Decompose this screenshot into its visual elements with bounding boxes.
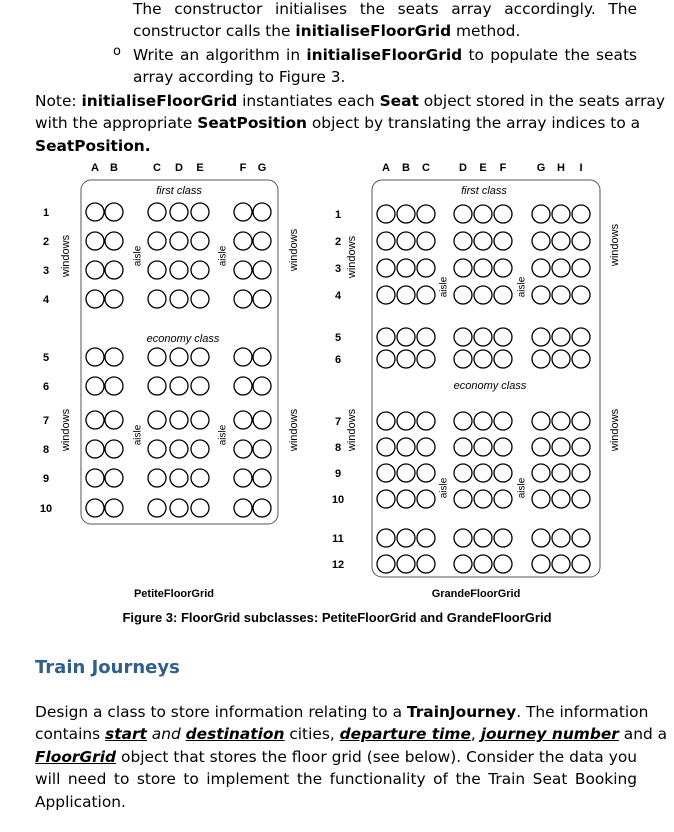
seat-grande-12D [454,555,472,573]
seat-petite-2B [105,232,123,250]
seat-grande-8D [454,438,472,456]
seat-grande-7C [417,412,435,430]
grande-column-D: D [459,162,467,174]
petite-aisle-label-right-first: aisle [217,245,229,267]
seat-grande-2B [397,232,415,250]
petite-row-4: 4 [42,294,50,306]
seat-petite-7C [148,411,166,429]
seat-grande-4C [417,286,435,304]
seat-grande-12G [532,555,550,573]
seat-petite-7G [253,411,271,429]
intro-text-end: method. [451,22,521,41]
seat-grande-8F [494,438,512,456]
seat-grande-8I [572,438,590,456]
petite-row-8: 8 [42,444,50,456]
grande-column-B: B [402,162,410,174]
petite-row-10: 10 [39,503,53,515]
seat-grande-12A [377,555,395,573]
seat-petite-1C [148,203,166,221]
seat-grande-2G [532,232,550,250]
seat-grande-4B [397,286,415,304]
seat-grande-1F [494,205,512,223]
design-line-1: Design a class to store information relating to a TrainJourney. The information [35,703,649,721]
design-paragraph [35,701,668,813]
seat-petite-6E [191,377,209,395]
seat-petite-6C [148,377,166,395]
seat-grande-11B [397,529,415,547]
seat-grande-1C [417,205,435,223]
seat-grande-3F [494,259,512,277]
petite-carriage-outline [81,180,278,524]
grande-first-class-label: first class [461,185,507,197]
seat-petite-5C [148,348,166,366]
seat-grande-4G [532,286,550,304]
seat-petite-9D [170,469,188,487]
seat-petite-6A [86,377,104,395]
seat-grande-9B [397,464,415,482]
seat-grande-2C [417,232,435,250]
seat-petite-3G [253,261,271,279]
seat-petite-1D [170,203,188,221]
seat-grande-7I [572,412,590,430]
grande-aisle-label-right-economy: aisle [516,477,528,499]
grande-column-G: G [536,162,546,174]
seat-grande-7E [474,412,492,430]
seat-petite-5D [170,348,188,366]
petite-row-3: 3 [42,265,50,277]
seat-grande-1D [454,205,472,223]
seat-grande-5I [572,328,590,346]
bullet-text: Write an algorithm in [133,46,307,64]
seat-petite-2G [253,232,271,250]
seat-petite-5G [253,348,271,366]
seat-grande-7B [397,412,415,430]
seat-grande-3B [397,259,415,277]
seat-petite-10G [253,499,271,517]
seat-grande-10A [377,490,395,508]
seat-grande-2H [552,232,570,250]
petite-column-B: B [110,162,118,174]
grande-column-A: A [382,162,390,174]
seat-grande-6H [552,350,570,368]
petite-aisle-label-left-economy: aisle [132,424,144,446]
petite-column-D: D [175,162,183,174]
bullet-paragraph [133,44,637,89]
seat-petite-4B [105,290,123,308]
grande-row-9: 9 [334,468,342,480]
petite-grid-name: PetiteFloorGrid [133,588,215,600]
seat-grande-11F [494,529,512,547]
seat-grande-11D [454,529,472,547]
seat-petite-7E [191,411,209,429]
seat-grande-8A [377,438,395,456]
seat-petite-2C [148,232,166,250]
petite-column-G: G [257,162,267,174]
seat-grande-2I [572,232,590,250]
seat-grande-1E [474,205,492,223]
grande-row-2: 2 [334,236,342,248]
seat-petite-8E [191,440,209,458]
petite-row-6: 6 [42,381,50,393]
seat-petite-3C [148,261,166,279]
seat-petite-1B [105,203,123,221]
design-line-2: contains start and destination cities, departure time, journey number and a [35,725,668,744]
seat-petite-7A [86,411,104,429]
seat-petite-9F [234,469,252,487]
seat-grande-10C [417,490,435,508]
petite-row-2: 2 [42,236,50,248]
seat-grande-6I [572,350,590,368]
seat-petite-5B [105,348,123,366]
seat-petite-10B [105,499,123,517]
seat-grande-12E [474,555,492,573]
grande-grid-name: GrandeFloorGrid [431,588,521,600]
seat-grande-6A [377,350,395,368]
petite-windows-label-right-first: windows [287,228,300,272]
seat-grande-8C [417,438,435,456]
seat-grande-6G [532,350,550,368]
seat-grande-4E [474,286,492,304]
seat-grande-12I [572,555,590,573]
seat-petite-6B [105,377,123,395]
seat-grande-5G [532,328,550,346]
grande-column-C: C [422,162,430,174]
grande-row-7: 7 [334,416,342,428]
grande-aisle-label-left-economy: aisle [438,477,450,499]
seat-petite-5F [234,348,252,366]
seat-petite-3A [86,261,104,279]
section-heading-train-journeys: Train Journeys [35,657,180,678]
seat-grande-10B [397,490,415,508]
seat-grande-9A [377,464,395,482]
intro-paragraph [133,0,637,43]
grande-column-E: E [479,162,487,174]
seat-grande-2A [377,232,395,250]
seat-grande-3A [377,259,395,277]
figure-caption: Figure 3: FloorGrid subclasses: PetiteFloorGrid and GrandeFloorGrid [122,610,552,625]
seat-petite-4D [170,290,188,308]
seat-petite-4E [191,290,209,308]
grande-windows-label-left-first: windows [345,235,358,279]
seat-grande-2E [474,232,492,250]
seat-petite-10F [234,499,252,517]
petite-aisle-label-left-first: aisle [132,245,144,267]
grande-column-H: H [557,162,565,174]
seat-grande-5E [474,328,492,346]
seat-grande-7A [377,412,395,430]
seat-grande-3H [552,259,570,277]
seat-grande-7G [532,412,550,430]
seat-petite-8D [170,440,188,458]
seat-grande-11I [572,529,590,547]
seat-petite-1A [86,203,104,221]
grande-windows-label-right-first: windows [608,223,621,267]
petite-aisle-label-right-economy: aisle [217,424,229,446]
seat-grande-11E [474,529,492,547]
seat-petite-5A [86,348,104,366]
grande-row-4: 4 [334,290,342,302]
design-line-4: will need to store to implement the functionality of the Train Seat Booking [35,770,637,789]
seat-grande-9D [454,464,472,482]
grande-row-10: 10 [331,494,345,506]
petite-economy-class-label: economy class [146,333,220,345]
seat-grande-8H [552,438,570,456]
seat-grande-6D [454,350,472,368]
seat-petite-3E [191,261,209,279]
petite-row-7: 7 [42,415,50,427]
grande-row-5: 5 [334,332,342,344]
seat-grande-3E [474,259,492,277]
seat-grande-8E [474,438,492,456]
petite-column-F: F [239,162,247,174]
seat-grande-12F [494,555,512,573]
seat-petite-4A [86,290,104,308]
seat-petite-3D [170,261,188,279]
seat-grande-5C [417,328,435,346]
petite-column-E: E [196,162,204,174]
seat-petite-9C [148,469,166,487]
seat-petite-1E [191,203,209,221]
grande-row-8: 8 [334,442,342,454]
grande-windows-label-right-economy: windows [608,408,621,452]
seat-petite-8F [234,440,252,458]
seat-petite-10D [170,499,188,517]
seat-petite-7F [234,411,252,429]
seat-grande-12H [552,555,570,573]
seat-grande-11H [552,529,570,547]
petite-first-class-label: first class [156,185,202,197]
petite-column-A: A [91,162,99,174]
grande-aisle-label-right-first: aisle [516,276,528,298]
grande-column-I: I [579,162,583,174]
seat-grande-6F [494,350,512,368]
seat-petite-8A [86,440,104,458]
grande-row-6: 6 [334,354,342,366]
seat-grande-4F [494,286,512,304]
seat-grande-9E [474,464,492,482]
petite-windows-label-right-economy: windows [287,408,300,452]
seat-grande-5B [397,328,415,346]
grande-windows-label-left-economy: windows [345,408,358,452]
bullet-circle-icon: o [113,44,121,59]
seat-petite-2D [170,232,188,250]
bullet-text-end: to populate the seats array according to Figure 3. [133,46,637,87]
intro-method-name: initialiseFloorGrid [295,22,452,41]
seat-petite-10C [148,499,166,517]
seat-grande-6B [397,350,415,368]
seat-grande-4A [377,286,395,304]
seat-grande-9C [417,464,435,482]
seat-petite-9G [253,469,271,487]
seat-grande-5F [494,328,512,346]
seat-petite-1G [253,203,271,221]
seat-grande-7F [494,412,512,430]
seat-petite-10A [86,499,104,517]
seat-grande-3C [417,259,435,277]
petite-column-C: C [153,162,161,174]
seat-grande-10E [474,490,492,508]
seat-petite-7D [170,411,188,429]
seat-petite-6F [234,377,252,395]
seat-grande-3I [572,259,590,277]
seat-grande-4D [454,286,472,304]
seat-grande-1H [552,205,570,223]
seat-grande-9I [572,464,590,482]
seat-petite-3B [105,261,123,279]
seat-petite-1F [234,203,252,221]
seat-grande-12B [397,555,415,573]
seat-petite-9E [191,469,209,487]
seat-grande-2D [454,232,472,250]
seat-petite-8B [105,440,123,458]
seat-petite-2A [86,232,104,250]
seat-petite-4F [234,290,252,308]
seat-grande-12C [417,555,435,573]
note-line-2: with the appropriate SeatPosition object by translating the array indices to a [35,114,641,133]
seat-petite-3F [234,261,252,279]
bullet-method-name: initialiseFloorGrid [306,46,463,64]
seat-grande-7H [552,412,570,430]
seat-grande-9H [552,464,570,482]
seat-grande-4H [552,286,570,304]
seat-petite-6D [170,377,188,395]
seat-grande-3G [532,259,550,277]
grande-aisle-label-left-first: aisle [438,276,450,298]
grande-economy-class-label: economy class [453,380,527,392]
note-paragraph [35,90,665,157]
seat-grande-4I [572,286,590,304]
seat-grande-11A [377,529,395,547]
seat-grande-1B [397,205,415,223]
seat-petite-5E [191,348,209,366]
seat-grande-3D [454,259,472,277]
seat-petite-2F [234,232,252,250]
grande-column-F: F [499,162,507,174]
design-line-3: FloorGrid object that stores the floor grid (see below). Consider the data you [35,747,637,766]
seat-grande-5H [552,328,570,346]
grande-row-1: 1 [334,209,342,221]
seat-grande-9F [494,464,512,482]
seat-grande-6C [417,350,435,368]
seat-grande-2F [494,232,512,250]
seat-grande-8B [397,438,415,456]
seat-grande-9G [532,464,550,482]
seat-grande-6E [474,350,492,368]
seat-petite-8G [253,440,271,458]
seat-petite-6G [253,377,271,395]
seat-petite-2E [191,232,209,250]
seat-grande-10H [552,490,570,508]
intro-text: The constructor initialises the seats array accordingly. The constructor calls the [133,0,637,41]
seat-petite-9A [86,469,104,487]
seat-petite-9B [105,469,123,487]
petite-row-9: 9 [42,473,50,485]
seat-grande-1A [377,205,395,223]
note-line-1: Note: initialiseFloorGrid instantiates each Seat object stored in the seats array [35,92,665,110]
seat-grande-8G [532,438,550,456]
grande-row-11: 11 [332,533,344,545]
seat-grande-5D [454,328,472,346]
petite-windows-label-left-first: windows [59,234,72,278]
seat-petite-8C [148,440,166,458]
seat-grande-11C [417,529,435,547]
petite-row-5: 5 [42,352,50,364]
seat-petite-10E [191,499,209,517]
design-line-5: Application. [35,792,126,811]
seat-grande-10F [494,490,512,508]
seat-grande-10G [532,490,550,508]
petite-row-1: 1 [42,207,50,219]
seat-grande-11G [532,529,550,547]
grande-row-12: 12 [331,559,345,571]
seat-grande-10I [572,490,590,508]
seat-grande-7D [454,412,472,430]
seat-grande-5A [377,328,395,346]
grande-carriage-outline [372,180,600,577]
seat-grande-10D [454,490,472,508]
seat-petite-7B [105,411,123,429]
note-line-3: SeatPosition. [35,136,151,155]
petite-windows-label-left-economy: windows [59,408,72,452]
seat-petite-4G [253,290,271,308]
grande-row-3: 3 [334,263,342,275]
seat-petite-4C [148,290,166,308]
seat-grande-1G [532,205,550,223]
seat-grande-1I [572,205,590,223]
